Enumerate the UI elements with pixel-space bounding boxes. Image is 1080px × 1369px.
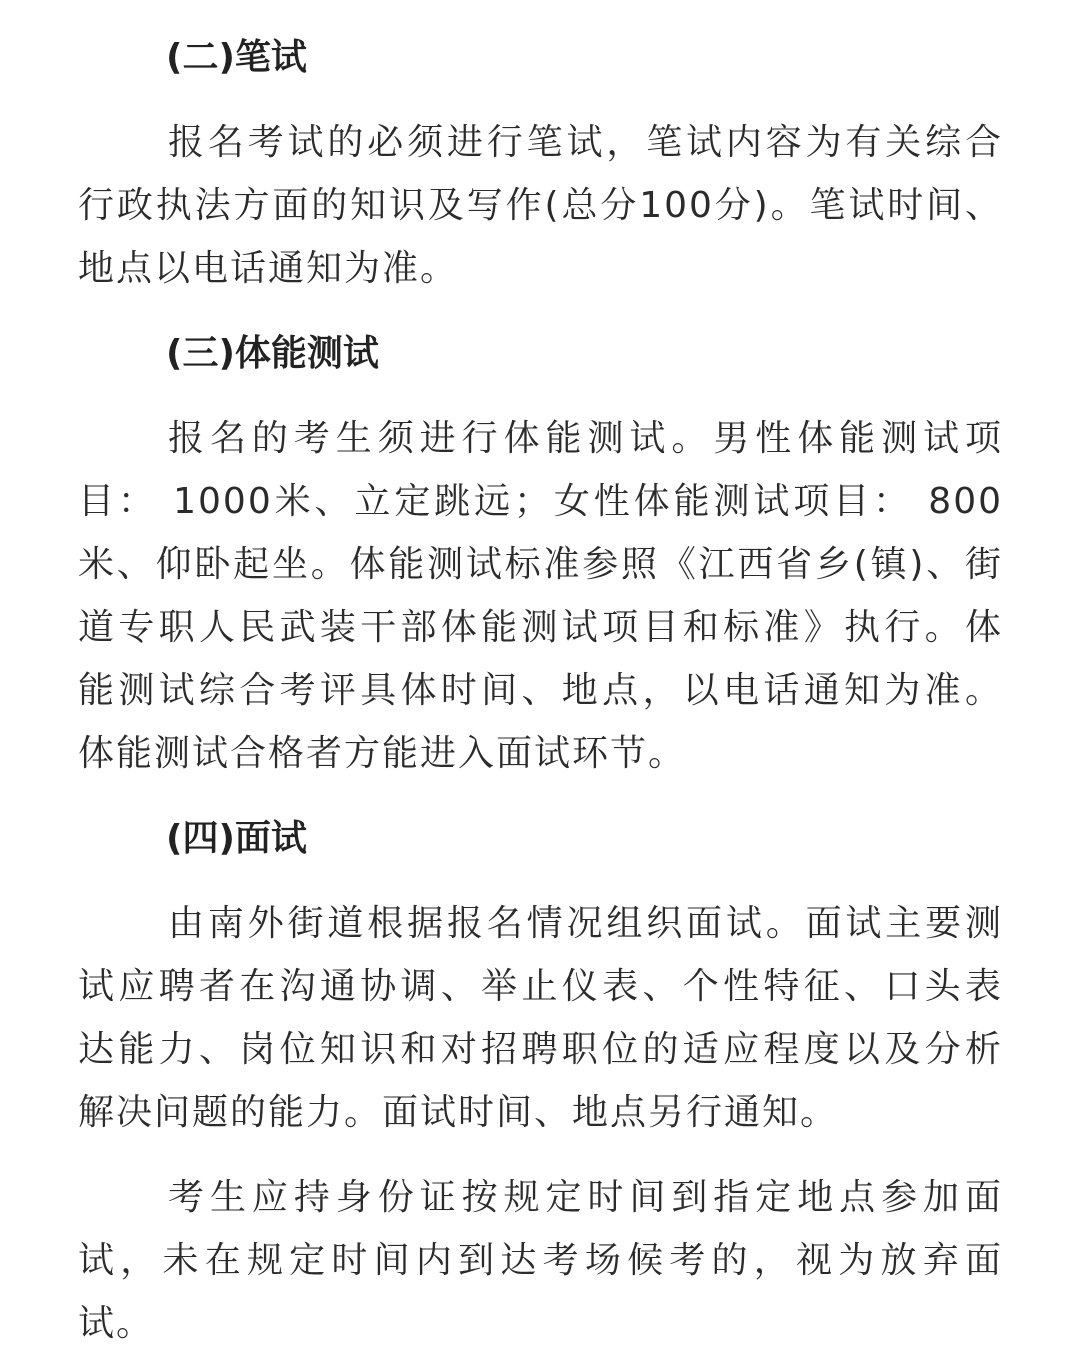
text-line: 由南外街道根据报名情况组织面试。面试主要测 <box>168 903 1003 944</box>
section-heading: (二)笔试 <box>166 37 307 78</box>
text-line: 试应聘者在沟通协调、举止仪表、个性特征、口头表 <box>78 966 1003 1007</box>
section-heading: (四)面试 <box>166 818 307 859</box>
text-line: 考生应持身份证按规定时间到指定地点参加面 <box>168 1177 1003 1218</box>
text-line: 试，未在规定时间内到达考场候考的，视为放弃面 <box>78 1240 1003 1281</box>
paragraph <box>78 892 1003 1144</box>
text-line: 米、仰卧起坐。体能测试标准参照《江西省乡(镇)、街 <box>78 544 1003 585</box>
text-line: 能测试综合考评具体时间、地点，以电话通知为准。 <box>78 670 1003 711</box>
text-line: 试。 <box>78 1303 155 1344</box>
paragraph <box>78 1166 1003 1355</box>
text-line: 行政执法方面的知识及写作(总分100分)。笔试时间、 <box>78 185 1003 226</box>
text-line: 达能力、岗位知识和对招聘职位的适应程度以及分析 <box>78 1029 1003 1070</box>
text-line: 地点以电话通知为准。 <box>78 248 459 289</box>
paragraph <box>78 407 1003 785</box>
text-line: 报名考试的必须进行笔试，笔试内容为有关综合 <box>168 122 1003 163</box>
text-line: 报名的考生须进行体能测试。男性体能测试项 <box>168 418 1003 459</box>
text-line: 解决问题的能力。面试时间、地点另行通知。 <box>78 1092 839 1133</box>
section-heading: (三)体能测试 <box>166 333 379 374</box>
text-line: 道专职人民武装干部体能测试项目和标准》执行。体 <box>78 607 1003 648</box>
paragraph <box>78 111 1003 300</box>
text-line: 目： 1000米、立定跳远；女性体能测试项目： 800 <box>78 481 1003 522</box>
text-line: 体能测试合格者方能进入面试环节。 <box>78 733 687 774</box>
